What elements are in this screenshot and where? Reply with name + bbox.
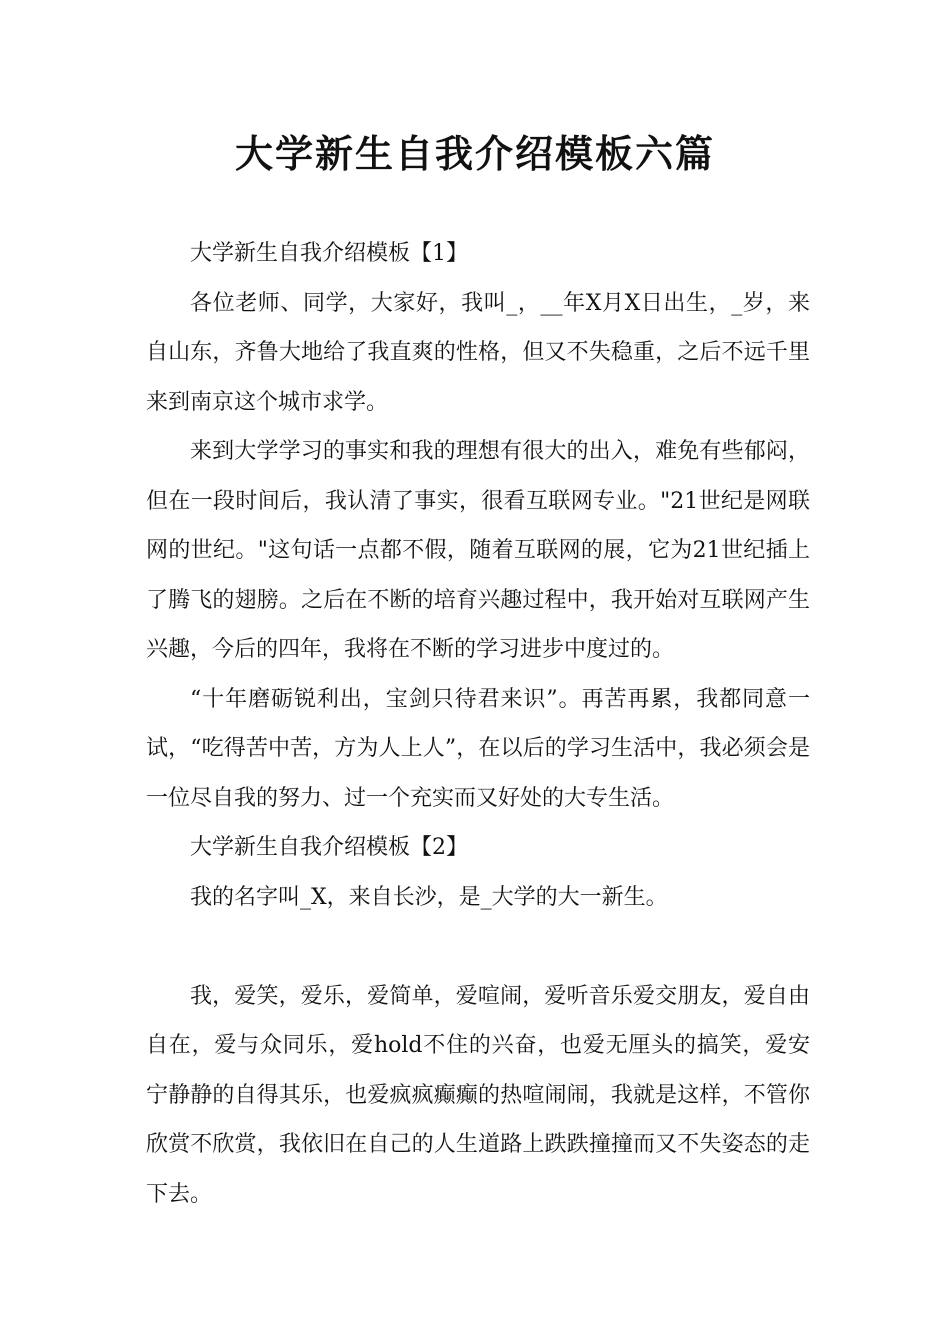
paragraph-personality: 我，爱笑，爱乐，爱简单，爱喧闹，爱听音乐爱交朋友，爱自由自在，爱与众同乐，爱hold不住的兴奋，也爱无厘头的搞笑，爱安宁静静的自得其乐，也爱疯疯癫癫的热喧闹闹，我就是这样，不管你欣赏不欣赏，我依旧在自己的人生道路上跌跌撞撞而又不失姿态的走下去。 [146, 983, 810, 1207]
section-heading-2: 大学新生自我介绍模板【2】 [190, 835, 468, 860]
document-body [146, 229, 810, 1219]
blank-line [146, 922, 810, 972]
paragraph-motto: “十年磨砺锐利出，宝剑只待君来识”。再苦再累，我都同意一试，“吃得苦中苦，方为人上人”，在以后的学习生活中，我必须会是一位尽自我的努力、过一个充实而又好处的大专生活。 [146, 686, 810, 811]
paragraph-university: 来到大学学习的事实和我的理想有很大的出入，难免有些郁闷，但在一段时间后，我认清了事实，很看互联网专业。"21世纪是网联网的世纪。"这句话一点都不假，随着互联网的展，它为21世纪插上了腾飞的翅膀。之后在不断的培育兴趣过程中，我开始对互联网产生兴趣，今后的四年，我将在不断的学习进步中度过的。 [146, 439, 810, 662]
section-heading-1: 大学新生自我介绍模板【1】 [190, 241, 468, 266]
paragraph-name: 我的名字叫_X，来自长沙，是_大学的大一新生。 [190, 884, 668, 910]
paragraph-intro: 各位老师、同学，大家好，我叫_，__年X月X日出生，_岁，来自山东，齐鲁大地给了我直爽的性格，但又不失稳重，之后不远千里来到南京这个城市求学。 [146, 290, 810, 415]
document-title: 大学新生自我介绍模板六篇 [234, 132, 715, 176]
